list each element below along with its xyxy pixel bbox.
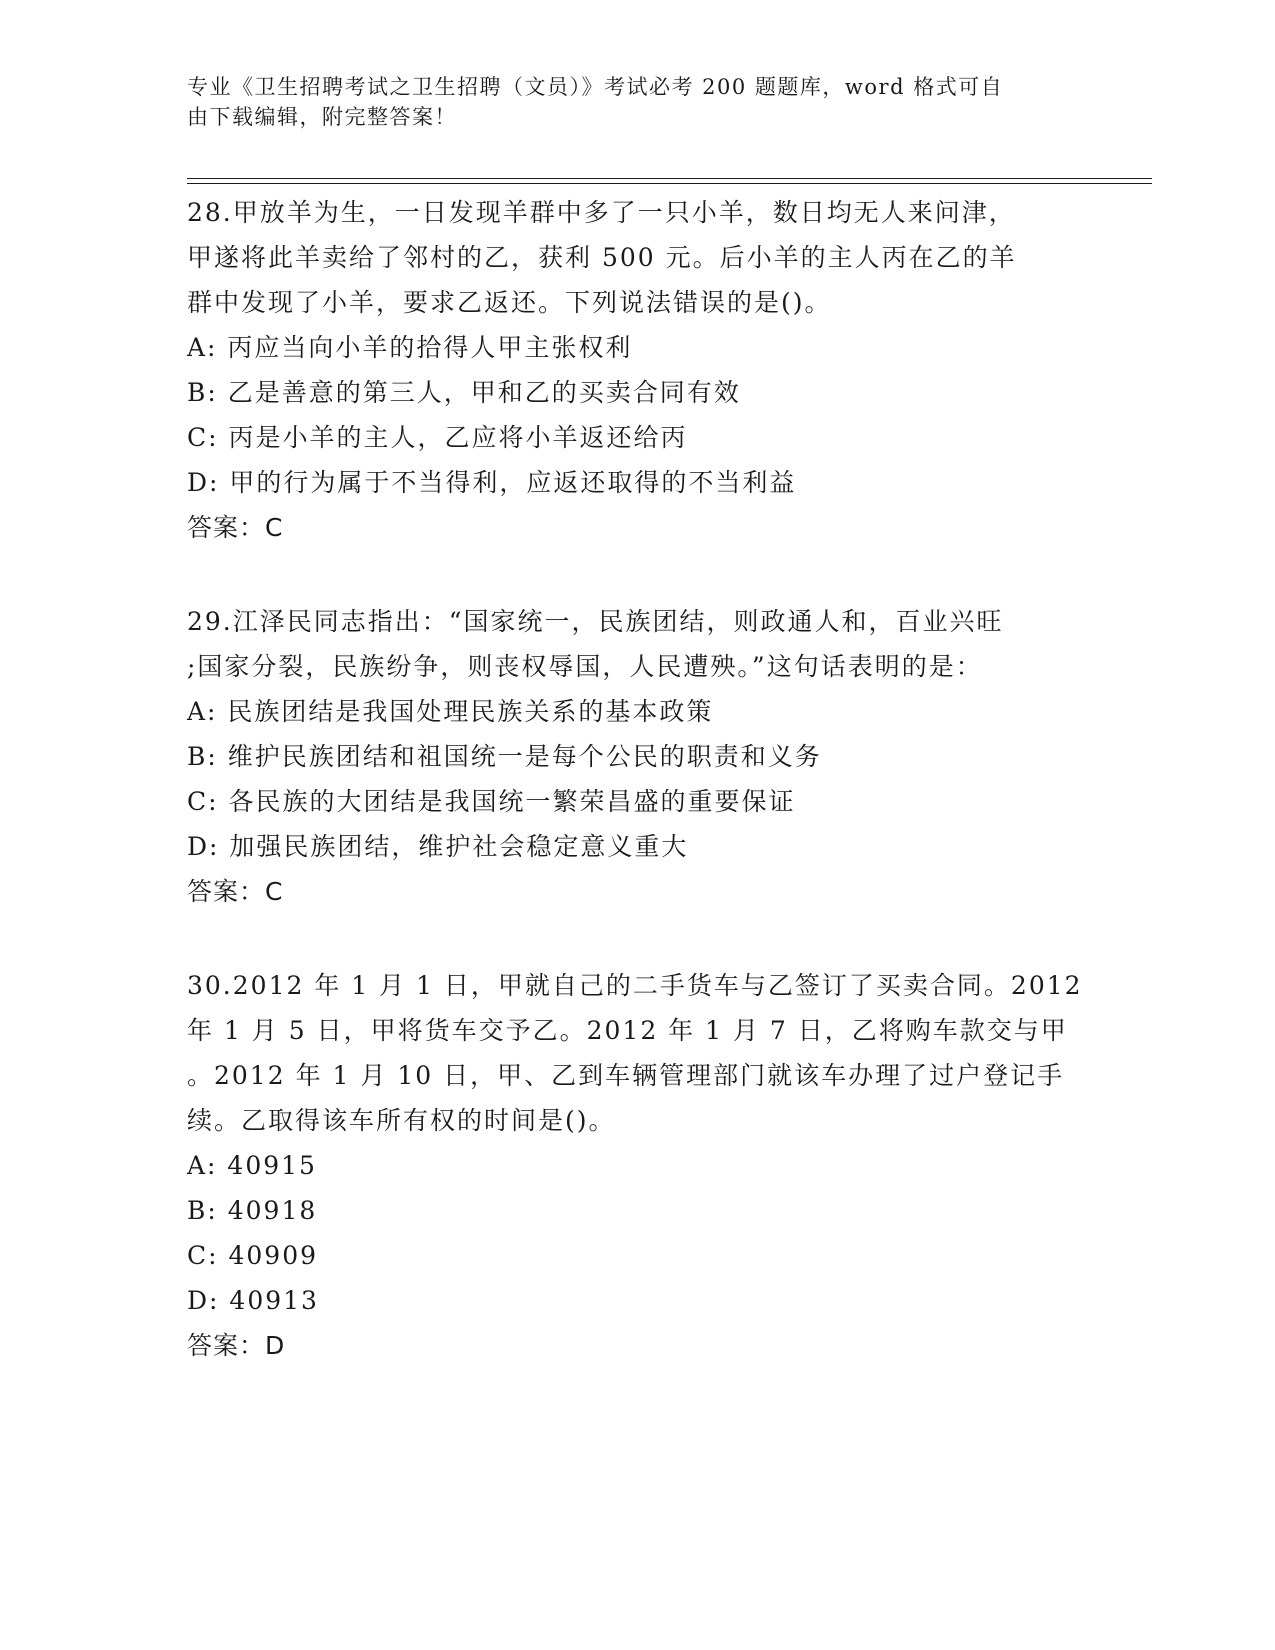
question-stem xyxy=(187,963,1087,1143)
option-b: B: 40918 xyxy=(187,1196,318,1225)
answer: 答案：D xyxy=(187,1331,286,1360)
stem-line: 28.甲放羊为生，一日发现羊群中多了一只小羊，数日均无人来问津， xyxy=(187,198,1016,227)
stem-line: 。2012 年 1 月 10 日，甲、乙到车辆管理部门就该车办理了过户登记手 xyxy=(187,1061,1065,1090)
stem-line: 年 1 月 5 日，甲将货车交予乙。2012 年 1 月 7 日，乙将购车款交与甲 xyxy=(187,1016,1068,1045)
header-line-1: 专业《卫生招聘考试之卫生招聘（文员）》考试必考 200 题题库，word 格式可自 xyxy=(187,75,1004,99)
question-29 xyxy=(187,599,1087,914)
header-divider-bottom xyxy=(187,183,1152,184)
stem-line: 30.2012 年 1 月 1 日，甲就自己的二手货车与乙签订了买卖合同。2012 xyxy=(187,971,1083,1000)
option-a: A: 民族团结是我国处理民族关系的基本政策 xyxy=(187,697,714,726)
option-b: B: 乙是善意的第三人，甲和乙的买卖合同有效 xyxy=(187,378,741,407)
question-stem xyxy=(187,190,1087,325)
answer: 答案：C xyxy=(187,877,284,906)
option-a: A: 丙应当向小羊的拾得人甲主张权利 xyxy=(187,333,633,362)
option-c: C: 40909 xyxy=(187,1241,319,1270)
option-d: D: 甲的行为属于不当得利，应返还取得的不当利益 xyxy=(187,468,797,497)
question-28 xyxy=(187,190,1087,550)
stem-line: ;国家分裂，民族纷争，则丧权辱国，人民遭殃。”这句话表明的是： xyxy=(187,652,983,681)
stem-line: 续。乙取得该车所有权的时间是()。 xyxy=(187,1106,616,1135)
header-divider-top xyxy=(187,178,1152,179)
option-d: D: 加强民族团结，维护社会稳定意义重大 xyxy=(187,832,689,861)
answer: 答案：C xyxy=(187,513,284,542)
question-stem xyxy=(187,599,1087,689)
stem-line: 甲遂将此羊卖给了邻村的乙，获利 500 元。后小羊的主人丙在乙的羊 xyxy=(187,243,1017,272)
option-c: C: 丙是小羊的主人，乙应将小羊返还给丙 xyxy=(187,423,688,452)
option-a: A: 40915 xyxy=(187,1151,317,1180)
stem-line: 29.江泽民同志指出：“国家统一，民族团结，则政通人和，百业兴旺 xyxy=(187,607,1004,636)
document-header xyxy=(187,72,1087,132)
option-c: C: 各民族的大团结是我国统一繁荣昌盛的重要保证 xyxy=(187,787,796,816)
header-line-2: 由下载编辑，附完整答案！ xyxy=(187,105,457,129)
option-d: D: 40913 xyxy=(187,1286,319,1315)
question-30 xyxy=(187,963,1087,1368)
stem-line: 群中发现了小羊，要求乙返还。下列说法错误的是()。 xyxy=(187,288,832,317)
option-b: B: 维护民族团结和祖国统一是每个公民的职责和义务 xyxy=(187,742,822,771)
